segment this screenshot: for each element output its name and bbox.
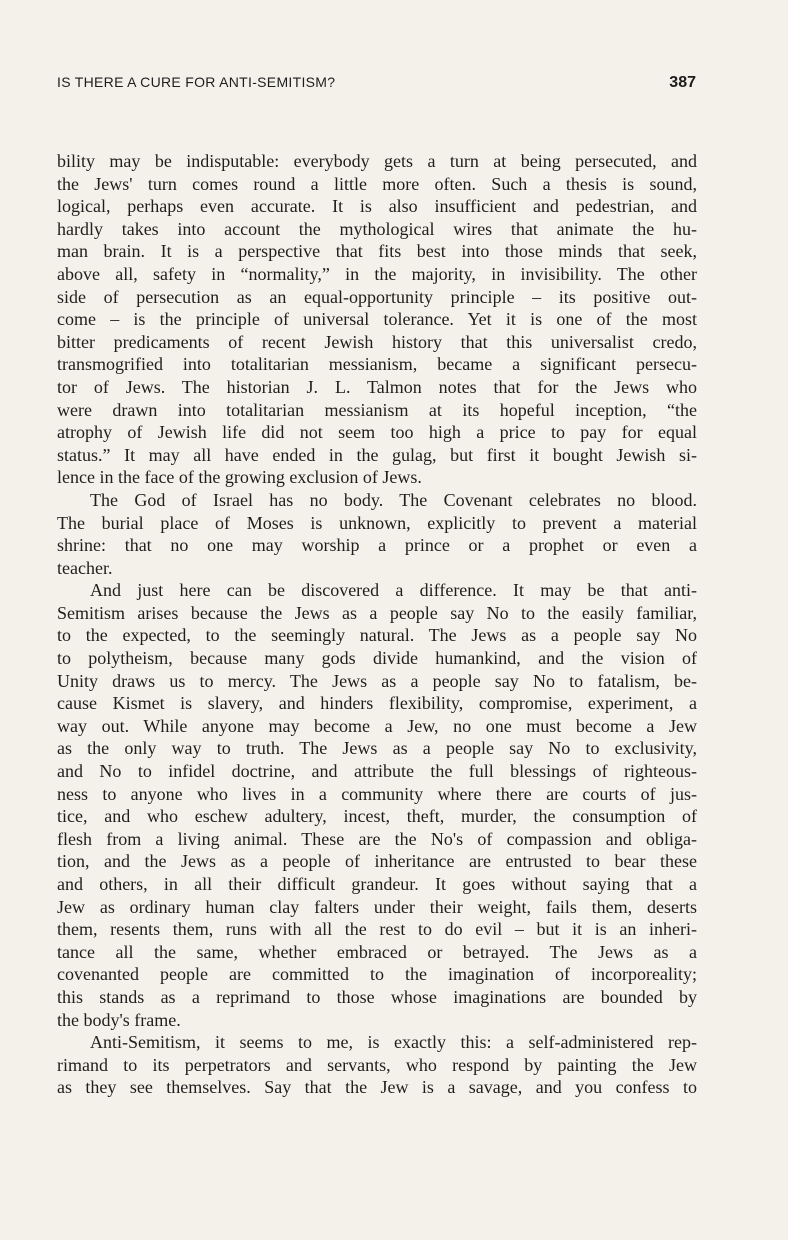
text-line: above all, safety in “normality,” in the majority, in invisibility. The other — [57, 263, 697, 284]
page-number: 387 — [669, 74, 696, 91]
text-line: And just here can be discovered a difference. It may be that anti- — [90, 580, 697, 601]
text-line: lence in the face of the growing exclusion of Jews. — [57, 467, 422, 488]
paragraph-1 — [57, 150, 697, 489]
text-line: side of persecution as an equal-opportunity principle – its positive out- — [57, 286, 697, 307]
paragraph-2 — [57, 489, 697, 579]
text-line: Anti-Semitism, it seems to me, is exactly this: a self-administered rep- — [90, 1032, 697, 1053]
page-body — [57, 150, 697, 1099]
text-line: way out. While anyone may become a Jew, no one must become a Jew — [57, 715, 697, 736]
running-head — [57, 74, 696, 98]
text-line: Jew as ordinary human clay falters under their weight, fails them, deserts — [57, 896, 697, 917]
text-line: tance all the same, whether embraced or betrayed. The Jews as a — [57, 941, 697, 962]
running-title: IS THERE A CURE FOR ANTI-SEMITISM? — [57, 74, 336, 90]
text-line: man brain. It is a perspective that fits best into those minds that seek, — [57, 241, 697, 262]
text-line: hardly takes into account the mythological wires that animate the hu- — [57, 218, 697, 239]
paragraph-3 — [57, 579, 697, 1031]
text-line: tion, and the Jews as a people of inheritance are entrusted to bear these — [57, 851, 697, 872]
text-line: and No to infidel doctrine, and attribute the full blessings of righteous- — [57, 761, 697, 782]
text-line: Unity draws us to mercy. The Jews as a people say No to fatalism, be- — [57, 670, 697, 691]
text-line: teacher. — [57, 557, 113, 578]
text-line: were drawn into totalitarian messianism at its hopeful inception, “the — [57, 399, 697, 420]
text-line: bility may be indisputable: everybody gets a turn at being persecuted, and — [57, 151, 697, 171]
text-line: covenanted people are committed to the imagination of incorporeality; — [57, 964, 697, 985]
text-line: the Jews' turn comes round a little more often. Such a thesis is sound, — [57, 173, 697, 194]
text-line: and others, in all their difficult grandeur. It goes without saying that a — [57, 874, 697, 894]
text-line: as the only way to truth. The Jews as a people say No to exclusivity, — [57, 738, 697, 759]
text-line: to polytheism, because many gods divide humankind, and the vision of — [57, 648, 697, 669]
text-line: come – is the principle of universal tolerance. Yet it is one of the most — [57, 309, 697, 330]
text-line: the body's frame. — [57, 1009, 181, 1030]
text-line: tor of Jews. The historian J. L. Talmon notes that for the Jews who — [57, 376, 697, 397]
text-line: atrophy of Jewish life did not seem too high a price to pay for equal — [57, 422, 697, 443]
text-line: The burial place of Moses is unknown, explicitly to prevent a material — [57, 512, 697, 533]
text-line: to the expected, to the seemingly natural. The Jews as a people say No — [57, 625, 697, 646]
text-line: ness to anyone who lives in a community where there are courts of jus- — [57, 783, 697, 804]
text-line: transmogrified into totalitarian messianism, became a significant persecu- — [57, 354, 697, 375]
text-line: rimand to its perpetrators and servants, who respond by painting the Jew — [57, 1054, 697, 1075]
paragraph-4 — [57, 1031, 697, 1099]
text-line: flesh from a living animal. These are the No's of compassion and obliga- — [57, 828, 697, 849]
text-line: status.” It may all have ended in the gulag, but first it bought Jewish si- — [57, 444, 697, 465]
text-line: as they see themselves. Say that the Jew is a savage, and you confess to — [57, 1077, 697, 1098]
text-line: bitter predicaments of recent Jewish history that this universalist credo, — [57, 331, 697, 352]
text-line: logical, perhaps even accurate. It is also insufficient and pedestrian, and — [57, 196, 697, 217]
text-line: shrine: that no one may worship a prince or a prophet or even a — [57, 535, 697, 556]
text-line: The God of Israel has no body. The Covenant celebrates no blood. — [90, 489, 697, 510]
text-line: them, resents them, runs with all the rest to do evil – but it is an inheri- — [57, 919, 697, 940]
text-line: cause Kismet is slavery, and hinders flexibility, compromise, experiment, a — [57, 693, 697, 714]
text-line: Semitism arises because the Jews as a people say No to the easily familiar, — [57, 602, 697, 623]
text-line: tice, and who eschew adultery, incest, theft, murder, the consumption of — [57, 806, 697, 827]
text-line: this stands as a reprimand to those whose imaginations are bounded by — [57, 986, 697, 1007]
